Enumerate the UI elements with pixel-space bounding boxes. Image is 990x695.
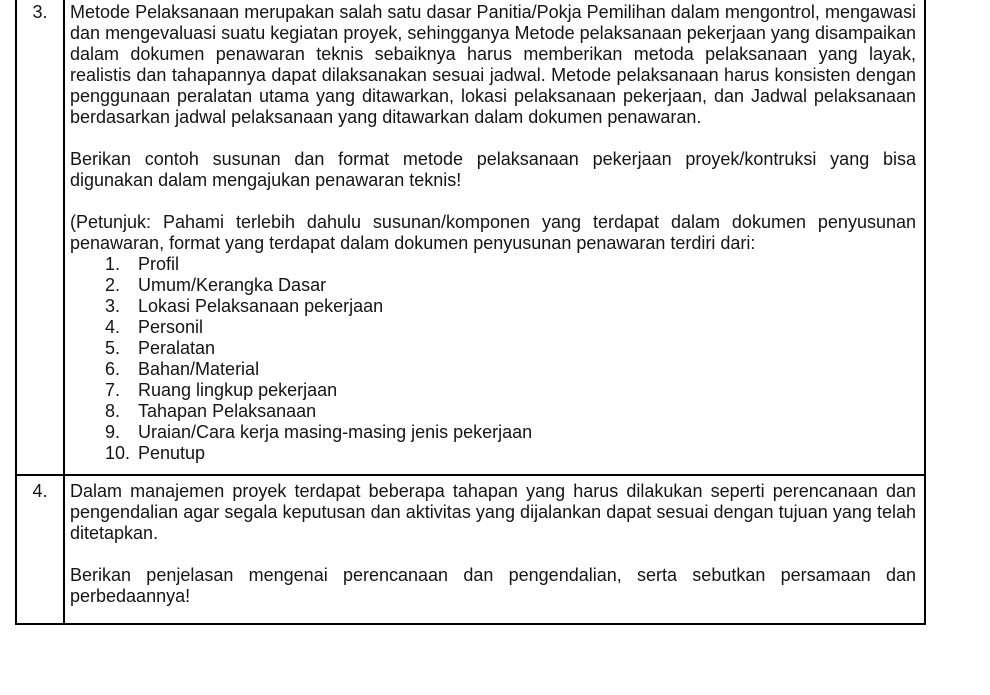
question-body	[65, 476, 924, 623]
list-item-text: Tahapan Pelaksanaan	[138, 401, 317, 421]
question-body	[65, 0, 924, 474]
list-item	[105, 296, 916, 317]
list-item-text: Personil	[138, 317, 204, 337]
questions-table	[15, 0, 926, 625]
list-item-text: Lokasi Pelaksanaan pekerjaan	[138, 296, 384, 316]
list-item	[105, 380, 916, 401]
table-row-question-3	[17, 0, 924, 476]
list-item-text: Uraian/Cara kerja masing-masing jenis pekerjaan	[138, 422, 533, 442]
list-item-number: 10.	[105, 443, 131, 463]
list-item-number: 6.	[105, 359, 121, 379]
question-paragraph: Dalam manajemen proyek terdapat beberapa tahapan yang harus dilakukan seperti perencanaan dan pengendalian agar segala keputusan dan aktivitas yang dijalankan dapat sesuai dengan tujuan yang telah ditetapkan.	[70, 481, 916, 543]
list-item	[105, 275, 916, 296]
table-row-question-4	[17, 476, 924, 623]
question-paragraph: Berikan contoh susunan dan format metode pelaksanaan pekerjaan proyek/kontruksi yang bisa digunakan dalam mengajukan penawaran teknis!	[70, 149, 916, 190]
list-item-text: Ruang lingkup pekerjaan	[138, 380, 338, 400]
question-paragraph: (Petunjuk: Pahami terlebih dahulu susunan/komponen yang terdapat dalam dokumen penyusunan penawaran, format yang terdapat dalam dokumen penyusunan penawaran terdiri dari:	[70, 212, 916, 253]
list-item-number: 1.	[105, 254, 121, 274]
list-item-number: 5.	[105, 338, 121, 358]
list-item-text: Bahan/Material	[138, 359, 260, 379]
list-item-number: 3.	[105, 296, 121, 316]
list-item	[105, 422, 916, 443]
list-item-number: 2.	[105, 275, 121, 295]
list-item	[105, 401, 916, 422]
list-item-text: Profil	[138, 254, 180, 274]
list-item-number: 7.	[105, 380, 121, 400]
question-paragraph: Berikan penjelasan mengenai perencanaan dan pengendalian, serta sebutkan persamaan dan perbedaannya!	[70, 565, 916, 606]
list-item	[105, 359, 916, 380]
question-number: 4.	[17, 476, 65, 623]
list-item-text: Penutup	[138, 443, 206, 463]
list-item	[105, 317, 916, 338]
list-item-text: Peralatan	[138, 338, 216, 358]
list-item-number: 4.	[105, 317, 121, 337]
list-item	[105, 443, 916, 464]
question-number: 3.	[17, 0, 65, 474]
list-item-text: Umum/Kerangka Dasar	[138, 275, 327, 295]
question-paragraph: Metode Pelaksanaan merupakan salah satu dasar Panitia/Pokja Pemilihan dalam mengontrol, mengawasi dan mengevaluasi suatu kegiatan proyek, sehingganya Metode pelaksanaan pekerjaan yang disampaikan dalam dokumen penawaran teknis sebaiknya harus memberikan metoda pelaksanaan yang layak, realistis dan tahapannya dapat dilaksanakan sesuai jadwal. Metode pelaksanaan harus konsisten dengan penggunaan peralatan utama yang ditawarkan, lokasi pelaksanaan pekerjaan, dan Jadwal pelaksanaan berdasarkan jadwal pelaksanaan yang ditawarkan dalam dokumen penawaran.	[70, 2, 916, 127]
list-item-number: 9.	[105, 422, 121, 442]
list-item-number: 8.	[105, 401, 121, 421]
list-item	[105, 338, 916, 359]
component-list	[105, 254, 916, 464]
list-item	[105, 254, 916, 275]
